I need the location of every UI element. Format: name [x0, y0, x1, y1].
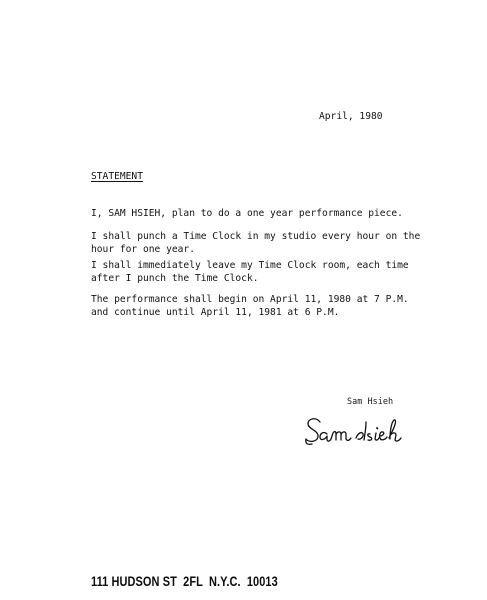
paragraph-line: The performance shall begin on April 11, 1980 at 7 P.M. — [91, 294, 409, 305]
paragraph-2 — [91, 231, 441, 256]
paragraph-4 — [91, 294, 441, 319]
handwritten-signature — [300, 408, 430, 454]
statement-heading: STATEMENT — [91, 171, 143, 182]
address-footer: 111 HUDSON ST 2FL N.Y.C. 10013 — [91, 574, 278, 589]
paragraph-line: I, SAM HSIEH, plan to do a one year performance piece. — [91, 208, 403, 219]
paragraph-line: after I punch the Time Clock. — [91, 272, 259, 284]
paragraph-3 — [91, 260, 441, 285]
paragraph-line: hour for one year. — [91, 243, 195, 255]
paragraph-line: I shall immediately leave my Time Clock room, each time — [91, 260, 409, 271]
letter-date: April, 1980 — [319, 111, 383, 122]
paragraph-line: and continue until April 11, 1981 at 6 P.M. — [91, 306, 340, 318]
signer-name: Sam Hsieh — [347, 397, 394, 407]
paragraph-line: I shall punch a Time Clock in my studio every hour on the — [91, 231, 421, 242]
paragraph-1 — [91, 208, 441, 221]
